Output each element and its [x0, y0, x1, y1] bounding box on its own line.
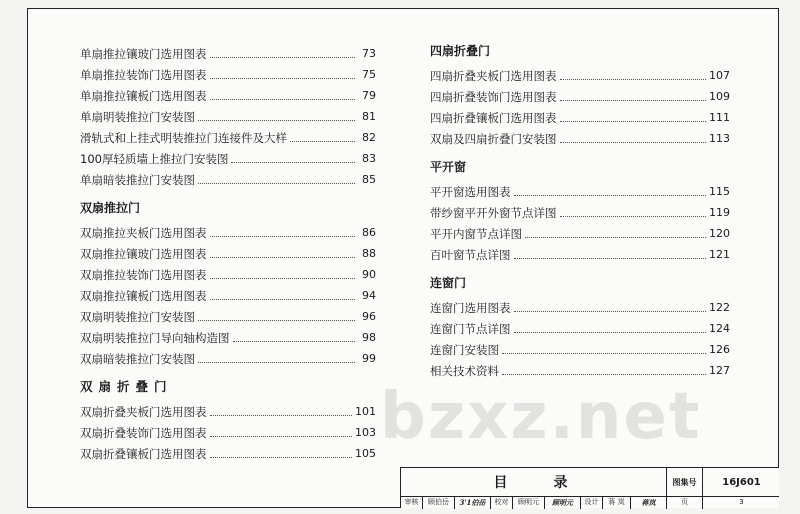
toc-entry-page: 115 — [709, 185, 730, 198]
design-signature: 蒋岚 — [631, 496, 667, 509]
toc-entry-title: 双扇推拉镶板门选用图表 — [80, 289, 207, 303]
toc-entry-title: 单扇暗装推拉门安装图 — [80, 173, 195, 187]
toc-entry-title: 双扇推拉装饰门选用图表 — [80, 268, 207, 282]
toc-leader-dots — [560, 216, 707, 217]
toc-leader-dots — [210, 457, 353, 458]
check-name: 顾明元 — [513, 496, 545, 509]
toc-entry-title: 连窗门安装图 — [430, 343, 499, 357]
check-signature: 顾明元 — [545, 496, 581, 509]
toc-entry — [80, 124, 376, 145]
toc-entry-page: 79 — [362, 89, 376, 102]
review-label: 审核 — [401, 496, 423, 509]
toc-entry-title: 双扇折叠镶板门选用图表 — [80, 447, 207, 461]
toc-entry — [80, 40, 376, 61]
toc-entry-title: 单扇推拉镶玻门选用图表 — [80, 47, 207, 61]
toc-entry — [80, 261, 376, 282]
toc-entry-page: 103 — [355, 426, 376, 439]
toc-entry — [430, 104, 730, 125]
toc-entry-title: 双扇推拉镶玻门选用图表 — [80, 247, 207, 261]
toc-entry-page: 111 — [709, 111, 730, 124]
toc-entry-page: 90 — [362, 268, 376, 281]
toc-leader-dots — [290, 141, 355, 142]
toc-entry-title: 平开内窗节点详图 — [430, 227, 522, 241]
toc-entry — [430, 125, 730, 146]
toc-leader-dots — [560, 121, 707, 122]
toc-leader-dots — [514, 195, 707, 196]
toc-leader-dots — [560, 142, 707, 143]
toc-entry-page: 122 — [709, 301, 730, 314]
toc-group-linked-door — [430, 294, 730, 378]
toc-leader-dots — [198, 120, 355, 121]
toc-group-single-sliding — [80, 40, 376, 187]
toc-leader-dots — [502, 374, 706, 375]
toc-entry-title: 双扇折叠夹板门选用图表 — [80, 405, 207, 419]
toc-group-four-folding — [430, 62, 730, 146]
toc-entry-title: 连窗门选用图表 — [430, 301, 511, 315]
toc-entry-title: 连窗门节点详图 — [430, 322, 511, 336]
toc-entry — [80, 240, 376, 261]
toc-entry-page: 81 — [362, 110, 376, 123]
watermark: bzxz.net — [380, 380, 702, 454]
toc-leader-dots — [514, 332, 707, 333]
toc-group-double-sliding — [80, 219, 376, 366]
page-number: 3 — [739, 498, 744, 506]
toc-entry — [80, 145, 376, 166]
toc-entry — [430, 294, 730, 315]
page-label: 页 — [667, 496, 703, 509]
toc-entry — [430, 315, 730, 336]
toc-group-double-folding — [80, 398, 376, 461]
toc-leader-dots — [210, 436, 353, 437]
toc-entry-title: 四扇折叠装饰门选用图表 — [430, 90, 557, 104]
review-name: 顾伯岳 — [423, 496, 455, 509]
toc-leader-dots — [210, 257, 356, 258]
toc-leader-dots — [210, 99, 356, 100]
toc-entry — [80, 61, 376, 82]
toc-entry — [430, 178, 730, 199]
toc-leader-dots — [210, 299, 356, 300]
toc-group-casement — [430, 178, 730, 262]
toc-entry-page: 99 — [362, 352, 376, 365]
toc-leader-dots — [210, 78, 356, 79]
design-label: 设计 — [581, 496, 603, 509]
toc-entry-page: 86 — [362, 226, 376, 239]
toc-entry-title: 相关技术资料 — [430, 364, 499, 378]
toc-entry-title: 滑轨式和上挂式明装推拉门连接件及大样 — [80, 131, 287, 145]
toc-entry-page: 82 — [362, 131, 376, 144]
toc-entry-page: 126 — [709, 343, 730, 356]
toc-leader-dots — [210, 236, 356, 237]
toc-entry-page: 96 — [362, 310, 376, 323]
title-block-title: 目录 — [401, 468, 667, 496]
review-signature: 3'1伯岳 — [455, 496, 491, 509]
toc-entry — [430, 357, 730, 378]
toc-entry — [430, 62, 730, 83]
toc-entry — [430, 336, 730, 357]
toc-entry-title: 单扇明装推拉门安装图 — [80, 110, 195, 124]
toc-entry — [80, 166, 376, 187]
title-block-row-main — [401, 468, 779, 497]
section-heading-four-folding: 四扇折叠门 — [430, 44, 491, 58]
toc-entry-page: 73 — [362, 47, 376, 60]
toc-left-column — [80, 40, 376, 461]
toc-leader-dots — [525, 237, 706, 238]
toc-entry-title: 四扇折叠夹板门选用图表 — [430, 69, 557, 83]
toc-leader-dots — [514, 258, 707, 259]
toc-entry-title: 单扇推拉镶板门选用图表 — [80, 89, 207, 103]
section-heading-linked-door: 连窗门 — [430, 276, 467, 290]
toc-entry-page: 105 — [355, 447, 376, 460]
design-name: 蒋 岚 — [603, 496, 631, 509]
toc-entry — [430, 199, 730, 220]
toc-entry — [80, 303, 376, 324]
title-block — [400, 467, 779, 508]
atlas-number-value: 16J601 — [722, 476, 761, 488]
toc-entry — [80, 419, 376, 440]
toc-entry — [80, 82, 376, 103]
toc-entry — [80, 440, 376, 461]
toc-entry-page: 85 — [362, 173, 376, 186]
toc-leader-dots — [210, 415, 353, 416]
toc-entry-title: 双扇折叠装饰门选用图表 — [80, 426, 207, 440]
toc-entry — [80, 103, 376, 124]
toc-entry-page: 120 — [709, 227, 730, 240]
toc-leader-dots — [502, 353, 706, 354]
toc-entry-page: 88 — [362, 247, 376, 260]
toc-leader-dots — [560, 79, 707, 80]
title-block-row-signatures — [401, 496, 779, 509]
toc-entry-page: 107 — [709, 69, 730, 82]
toc-leader-dots — [231, 162, 355, 163]
toc-right-column — [430, 40, 730, 378]
toc-entry-title: 单扇推拉装饰门选用图表 — [80, 68, 207, 82]
toc-entry — [80, 324, 376, 345]
toc-entry-title: 双扇及四扇折叠门安装图 — [430, 132, 557, 146]
toc-entry-page: 98 — [362, 331, 376, 344]
toc-entry-title: 带纱窗平开外窗节点详图 — [430, 206, 557, 220]
toc-leader-dots — [514, 311, 707, 312]
section-heading-casement: 平开窗 — [430, 160, 467, 174]
section-heading-double-folding: 双扇折叠门 — [80, 379, 173, 394]
toc-leader-dots — [198, 362, 355, 363]
toc-leader-dots — [233, 341, 356, 342]
toc-entry — [80, 219, 376, 240]
toc-entry — [430, 241, 730, 262]
toc-entry-page: 109 — [709, 90, 730, 103]
toc-entry-page: 75 — [362, 68, 376, 81]
toc-entry-title: 100厚轻质墙上推拉门安装图 — [80, 152, 229, 166]
toc-entry-title: 百叶窗节点详图 — [430, 248, 511, 262]
toc-leader-dots — [560, 100, 707, 101]
atlas-number-label: 图集号 — [667, 468, 703, 496]
toc-entry — [80, 398, 376, 419]
toc-entry-page: 119 — [709, 206, 730, 219]
toc-entry — [80, 282, 376, 303]
toc-entry-page: 101 — [355, 405, 376, 418]
toc-leader-dots — [198, 183, 355, 184]
toc-entry — [80, 345, 376, 366]
section-heading-double-sliding: 双扇推拉门 — [80, 201, 141, 215]
toc-entry-page: 94 — [362, 289, 376, 302]
toc-entry-page: 121 — [709, 248, 730, 261]
toc-leader-dots — [210, 278, 356, 279]
toc-leader-dots — [198, 320, 355, 321]
toc-entry-title: 双扇推拉夹板门选用图表 — [80, 226, 207, 240]
check-label: 校对 — [491, 496, 513, 509]
toc-entry — [430, 220, 730, 241]
toc-entry-title: 双扇明装推拉门安装图 — [80, 310, 195, 324]
toc-entry — [430, 83, 730, 104]
toc-entry-title: 四扇折叠镶板门选用图表 — [430, 111, 557, 125]
toc-entry-title: 双扇暗装推拉门安装图 — [80, 352, 195, 366]
toc-entry-page: 124 — [709, 322, 730, 335]
toc-entry-page: 113 — [709, 132, 730, 145]
toc-entry-title: 双扇明装推拉门导向轴构造图 — [80, 331, 230, 345]
toc-entry-page: 83 — [362, 152, 376, 165]
toc-entry-title: 平开窗选用图表 — [430, 185, 511, 199]
toc-leader-dots — [210, 57, 356, 58]
toc-entry-page: 127 — [709, 364, 730, 377]
